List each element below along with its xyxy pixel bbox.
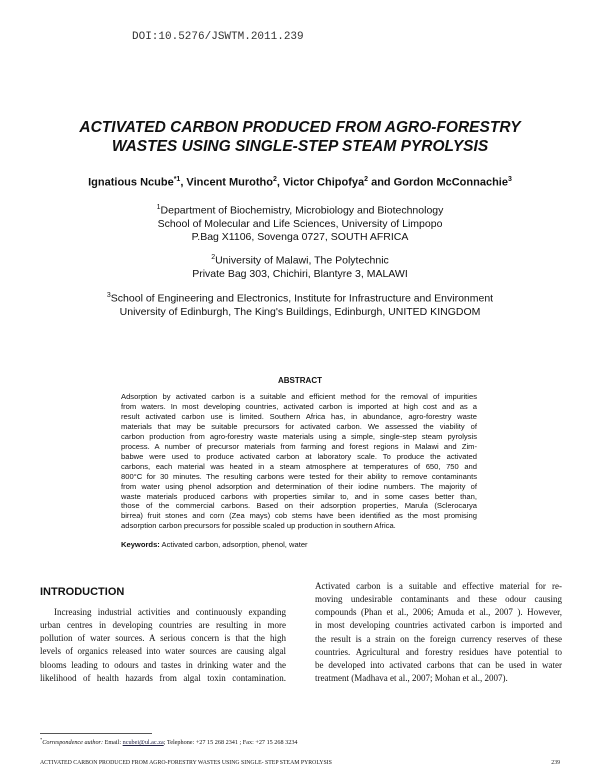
abstract-line: those of the commercial carbons. Based on their adsorption properties, Marula (Sclerocarya — [121, 501, 477, 511]
body-line: be developed into activated carbons that can be used in water — [315, 659, 562, 670]
affiliation-1 — [20, 201, 580, 244]
body-line: Activated carbon is a suitable and effective material for re- — [315, 581, 562, 591]
abstract-body — [121, 392, 477, 531]
affiliation-3-mark: 3 — [106, 292, 111, 299]
abstract-line: result activated carbon use is limited. Southern Africa has, in abundance, agro-forestry waste — [121, 411, 477, 421]
body-line: urban centres in developing countries are resulting in more — [40, 620, 286, 631]
abstract-line: materials that may be suitable precursors for activated carbon. We assessed the viability of — [121, 421, 477, 431]
author-list — [20, 176, 580, 189]
body-line: likelihood of health hazards from algal toxin contamination. — [40, 672, 286, 683]
footnote — [40, 737, 298, 746]
body-line: blooms leading to odours and tastes in drinking water and the — [40, 659, 286, 670]
abstract-line: babwe were used to produce activated carbon at laboratory scale. To produce the activated — [121, 451, 477, 461]
title-line-2: WASTES USING SINGLE-STEP STEAM PYROLYSIS — [111, 138, 489, 155]
footnote-contact: ; Telephone: +27 15 268 2341 ; Fax: +27 15 268 3234 — [163, 739, 298, 747]
abstract-line: carbon production from agro-forestry waste materials using a simple, single-step steam pyrolysis — [121, 431, 477, 441]
affiliation-1-mark: 1 — [156, 204, 161, 211]
body-line: the result is a strain on the foreign currency reserves of these — [315, 633, 562, 644]
footnote-divider — [40, 733, 152, 734]
abstract-line: from waters. In most developing countries, activated carbon is imported at high cost and as a — [121, 401, 477, 411]
author-4-mark: 3 — [507, 176, 512, 183]
affiliation-3-line-2: University of Edinburgh, The King's Buildings, Edinburgh, UNITED KINGDOM — [119, 305, 481, 318]
section-heading-introduction: INTRODUCTION — [40, 586, 125, 598]
author-2: , Vincent Murotho — [180, 176, 273, 189]
affiliation-1-text-1: Department of Biochemistry, Microbiology and Biotechnology — [160, 204, 444, 217]
author-3-mark: 2 — [364, 176, 369, 183]
body-line: moving undesirable contaminants and these odour causing — [315, 594, 562, 605]
author-1-mark: *1 — [173, 176, 181, 183]
affiliation-2 — [20, 251, 580, 281]
body-line: treatment (Madhava et al., 2007; Mohan et al., 2007). — [315, 673, 508, 684]
intro-right-column — [315, 580, 562, 685]
affiliation-1-line-2: School of Molecular and Life Sciences, University of Limpopo — [157, 217, 443, 230]
affiliation-1-line-3: P.Bag X1106, Sovenga 0727, SOUTH AFRICA — [191, 230, 409, 243]
body-line: in most developing countries activated carbon is imported and — [315, 620, 562, 631]
affiliation-2-line-1 — [20, 251, 580, 268]
body-line: pollution of water sources. A serious concern is that the high — [40, 633, 286, 644]
keywords-label: Keywords: — [121, 540, 160, 549]
abstract-line: birrea) fruit stones and corn (Zea mays) cob stems have been identified as the most promising — [121, 511, 477, 521]
abstract-line: 800°C for 30 minutes. The resulting carbons were tested for their ability to remove contaminants — [121, 471, 477, 481]
intro-left-column — [40, 606, 286, 685]
keywords — [121, 540, 308, 549]
abstract-line: from water using phenol adsorption and determination of their iodine numbers. The majority of — [121, 481, 477, 491]
body-line: levels of organics released into water sources are causing algal — [40, 646, 286, 657]
abstract-heading: ABSTRACT — [278, 376, 322, 385]
footnote-email-link[interactable]: ncubei@ul.ac.za — [122, 739, 164, 747]
author-4: and Gordon McConnachie — [368, 176, 508, 189]
affiliation-2-mark: 2 — [211, 254, 216, 261]
title-line-1: ACTIVATED CARBON PRODUCED FROM AGRO-FORESTRY — [79, 119, 521, 136]
footnote-label: Correspondence author: — [42, 739, 104, 747]
affiliation-3-line-1 — [20, 289, 580, 306]
abstract-line: waste materials produced carbons with properties similar to, and in some cases better than, — [121, 491, 477, 501]
abstract-line: carbons, each material was heated in a steam atmosphere at temperatures of 650, 750 and — [121, 461, 477, 471]
footnote-email-label: Email: — [103, 739, 123, 747]
paper-title — [40, 118, 560, 156]
doi-label: DOI:10.5276/JSWTM.2011.239 — [132, 31, 304, 43]
affiliation-3-text-1: School of Engineering and Electronics, Institute for Infrastructure and Environment — [110, 292, 494, 305]
running-title: ACTIVATED CARBON PRODUCED FROM AGRO-FORESTRY WASTES USING SINGLE- STEP STEAM PYROLYSIS — [40, 760, 332, 766]
abstract-line: process. A number of precursor materials from farming and forest regions in Malawi and Zim- — [121, 441, 477, 451]
body-line: Increasing industrial activities and continuously expanding — [54, 607, 286, 617]
abstract-line: adsorption carbon precursors for possible scaled up production in southern Africa. — [121, 521, 396, 531]
author-1: Ignatious Ncube — [88, 176, 174, 189]
author-3: , Victor Chipofya — [276, 176, 365, 189]
author-2-mark: 2 — [273, 176, 277, 183]
abstract-line: Adsorption by activated carbon is a suitable and efficient method for the removal of impurities — [121, 392, 477, 401]
body-line: compounds (Phan et al., 2006; Amuda et al., 2007 ). However, — [315, 607, 562, 618]
affiliation-1-line-1 — [20, 201, 580, 218]
footnote-mark: * — [40, 737, 43, 742]
affiliation-2-text-1: University of Malawi, The Polytechnic — [215, 254, 389, 267]
page-number: 239 — [551, 760, 560, 766]
keywords-list: Activated carbon, adsorption, phenol, water — [159, 540, 308, 549]
affiliation-3 — [20, 289, 580, 319]
affiliation-2-line-2: Private Bag 303, Chichiri, Blantyre 3, MALAWI — [192, 267, 408, 280]
body-line: countries. Agricultural and forestry residues have potential to — [315, 646, 562, 657]
